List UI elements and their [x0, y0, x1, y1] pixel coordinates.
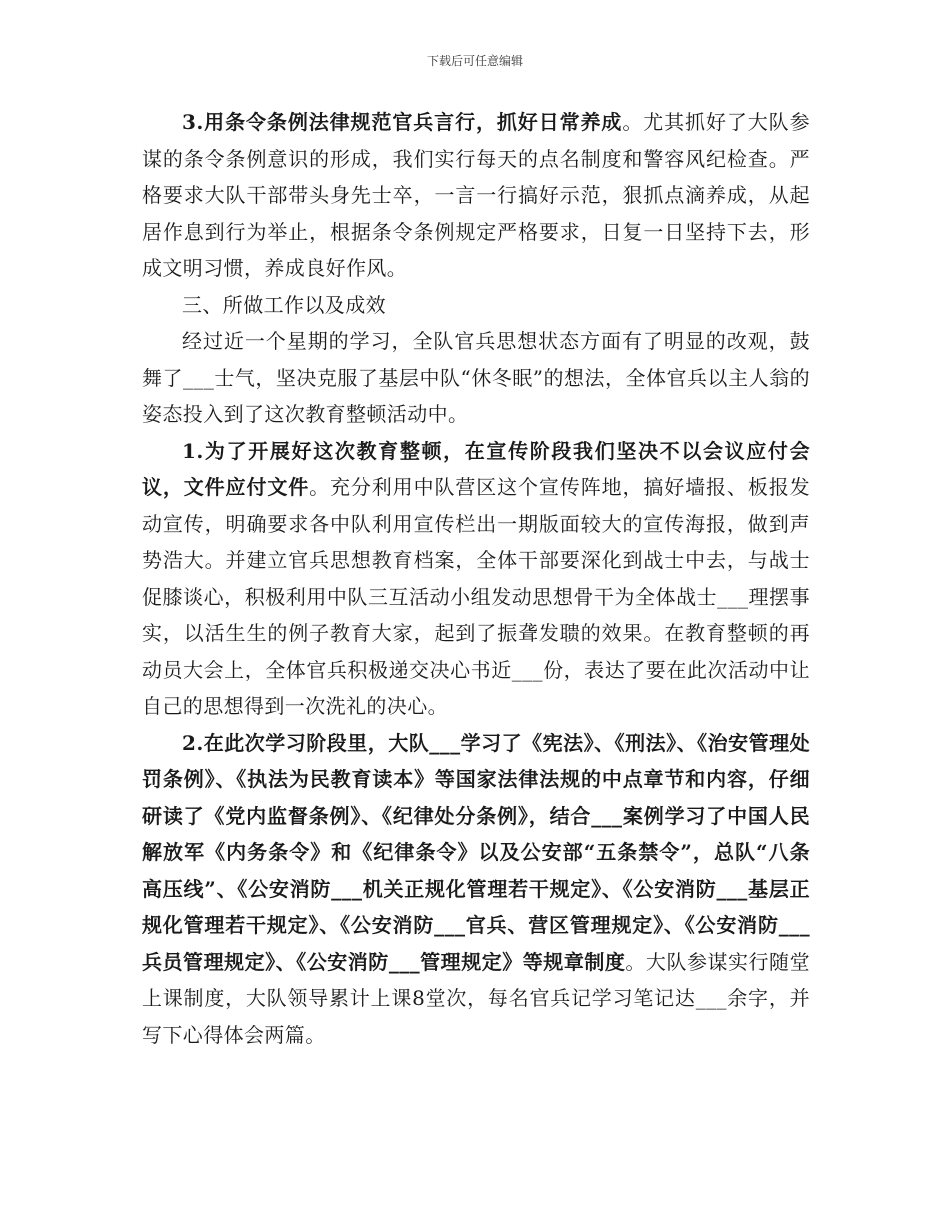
paragraph-text: 。尤其抓好了大队参谋的条令条例意识的形成，我们实行每天的点名制度和警容风纪检查。严格要求大队干部带头身先士卒，一言一行搞好示范，狠抓点滴养成，从起居作息到行为举止，根据条令条例规定严格要求，日复一日坚持下去，形成文明习惯，养成良好作风。	[142, 110, 810, 280]
paragraph-text: 经过近一个星期的学习，全队官兵思想状态方面有了明显的改观，鼓舞了___士气，坚决克服了基层中队“休冬眠”的想法，全体官兵以主人翁的姿态投入到了这次教育整顿活动中。	[142, 329, 810, 426]
paragraph-text: 。充分利用中队营区这个宣传阵地，搞好墙报、板报发动宣传，明确要求各中队利用宣传栏出一期版面较大的宣传海报，做到声势浩大。并建立官兵思想教育档案，全体干部要深化到战士中去，与战士促膝谈心，积极利用中队三互活动小组发动思想骨干为全体战士___理摆事实，以活生生的例子教育大家，起到了振聋发聩的效果。在教育整顿的再动员大会上，全体官兵积极递交决心书近___份，表达了要在此次活动中让自己的思想得到一次洗礼的决心。	[142, 475, 810, 718]
section-heading-results	[142, 287, 810, 324]
paragraph-1-publicity	[142, 433, 810, 725]
paragraph-overview	[142, 323, 810, 433]
paragraph-heading: 3.用条令条例法律规范官兵言行，抓好日常养成	[182, 110, 623, 134]
section-heading-text: 三、所做工作以及成效	[182, 292, 386, 317]
header-note: 下载后可任意编辑	[426, 54, 523, 68]
paragraph-heading: 2.在此次学习阶段里，大队___学习了《宪法》、《刑法》、《治安管理处罚条例》、《执法为民教育读本》等国家法律法规的中点章节和内容，仔细研读了《党内监督条例》、《纪律处分条例》，结合___案例学习了中国人民解放军《内务条令》和《纪律条令》以及公安部“五条禁令”，总队“八条高压线”、《公安消防___机关正规化管理若干规定》、《公安消防___基层正规化管理若干规定》、《公安消防___官兵、营区管理规定》、《公安消防___兵员管理规定》、《公安消防___管理规定》等规章制度	[142, 730, 810, 974]
paragraph-2-study	[142, 725, 810, 1054]
paragraph-text: 。大队参谋实行随堂上课制度，大队领导累计上课8堂次，每名官兵记学习笔记达___余字，并写下心得体会两篇。	[142, 949, 810, 1047]
paragraph-3-daily-discipline	[142, 104, 810, 287]
document-body	[142, 104, 810, 1053]
paragraph-heading: 1.为了开展好这次教育整顿，在宣传阶段我们坚决不以会议应付会议，文件应付文件	[142, 438, 810, 499]
